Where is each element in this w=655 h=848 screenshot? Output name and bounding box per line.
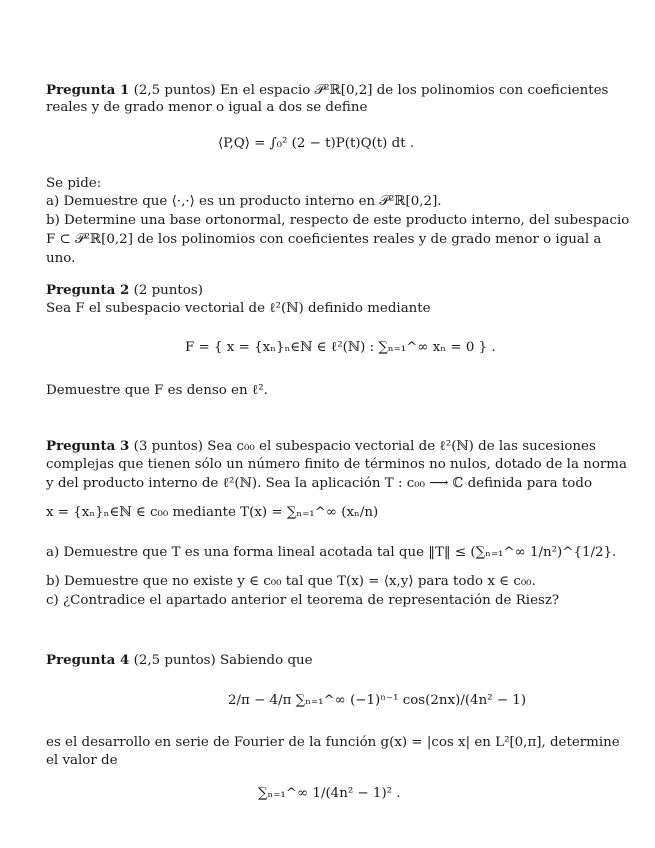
q1-se-pide: Se pide: — [46, 176, 102, 191]
q2-intro: Sea F el subespacio vectorial de ℓ²(ℕ) definido mediante — [46, 301, 431, 316]
q1-title: Pregunta 1 — [46, 82, 130, 98]
q3-title: Pregunta 3 — [46, 438, 130, 454]
q3-part-a: a) Demuestre que T es una forma lineal acotada tal que ‖T‖ ≤ (∑ₙ₌₁^∞ 1/n²)^{1/2}. — [46, 545, 617, 560]
q2-points: (2 puntos) — [133, 283, 203, 298]
q1-part-a: a) Demuestre que ⟨·,·⟩ es un producto interno en 𝒫²ℝ[0,2]. — [46, 194, 442, 209]
q4-line1: es el desarrollo en serie de Fourier de la función g(x) = |cos x| en L²[0,π], determine — [46, 735, 620, 750]
q4-points: (2,5 puntos) — [133, 653, 216, 668]
q4-heading-line — [46, 652, 602, 669]
q1-intro-line2: reales y de grado menor o igual a dos se define — [46, 100, 368, 115]
q2-heading-line — [46, 282, 602, 299]
q2-conclusion: Demuestre que F es denso en ℓ². — [46, 383, 268, 398]
q1-intro-text: En el espacio 𝒫²ℝ[0,2] de los polinomios con coeficientes — [220, 83, 609, 98]
q1-points: (2,5 puntos) — [133, 83, 216, 98]
q4-series-sum: ∑ₙ₌₁^∞ 1/(4n² − 1)² . — [258, 786, 401, 801]
q4-title: Pregunta 4 — [46, 652, 130, 668]
q2-title: Pregunta 2 — [46, 282, 130, 298]
q1-intro-line1 — [46, 82, 609, 99]
q2-subspace-formula: F = { x = {xₙ}ₙ∈ℕ ∈ ℓ²(ℕ) : ∑ₙ₌₁^∞ xₙ = 0 } . — [185, 340, 496, 355]
q3-points: (3 puntos) — [133, 439, 203, 454]
q3-line1 — [46, 438, 602, 455]
q3-line4: x = {xₙ}ₙ∈ℕ ∈ c₀₀ mediante T(x) = ∑ₙ₌₁^∞ (xₙ/n) — [46, 505, 379, 520]
q4-line2: el valor de — [46, 753, 118, 768]
q1-part-b-line2: F ⊂ 𝒫²ℝ[0,2] de los polinomios con coeficientes reales y de grado menor o igual a — [46, 232, 602, 247]
q3-line1-text: Sea c₀₀ el subespacio vectorial de ℓ²(ℕ) de las sucesiones — [207, 439, 596, 454]
q4-intro: Sabiendo que — [220, 653, 313, 668]
q4-fourier-formula: 2/π − 4/π ∑ₙ₌₁^∞ (−1)ⁿ⁻¹ cos(2nx)/(4n² − 1) — [228, 693, 527, 708]
q3-line3: y del producto interno de ℓ²(ℕ). Sea la aplicación T : c₀₀ ⟶ ℂ definida para todo — [46, 476, 593, 491]
q3-part-c: c) ¿Contradice el apartado anterior el teorema de representación de Riesz? — [46, 593, 560, 608]
q1-part-b-line3: uno. — [46, 251, 76, 266]
q1-inner-product-formula: ⟨P,Q⟩ = ∫₀² (2 − t)P(t)Q(t) dt . — [218, 136, 415, 151]
q1-part-b-line1: b) Determine una base ortonormal, respecto de este producto interno, del subespacio — [46, 213, 630, 228]
q3-part-b: b) Demuestre que no existe y ∈ c₀₀ tal que T(x) = ⟨x,y⟩ para todo x ∈ c₀₀. — [46, 574, 536, 589]
q3-line2: complejas que tienen sólo un número finito de términos no nulos, dotado de la norma — [46, 457, 627, 472]
